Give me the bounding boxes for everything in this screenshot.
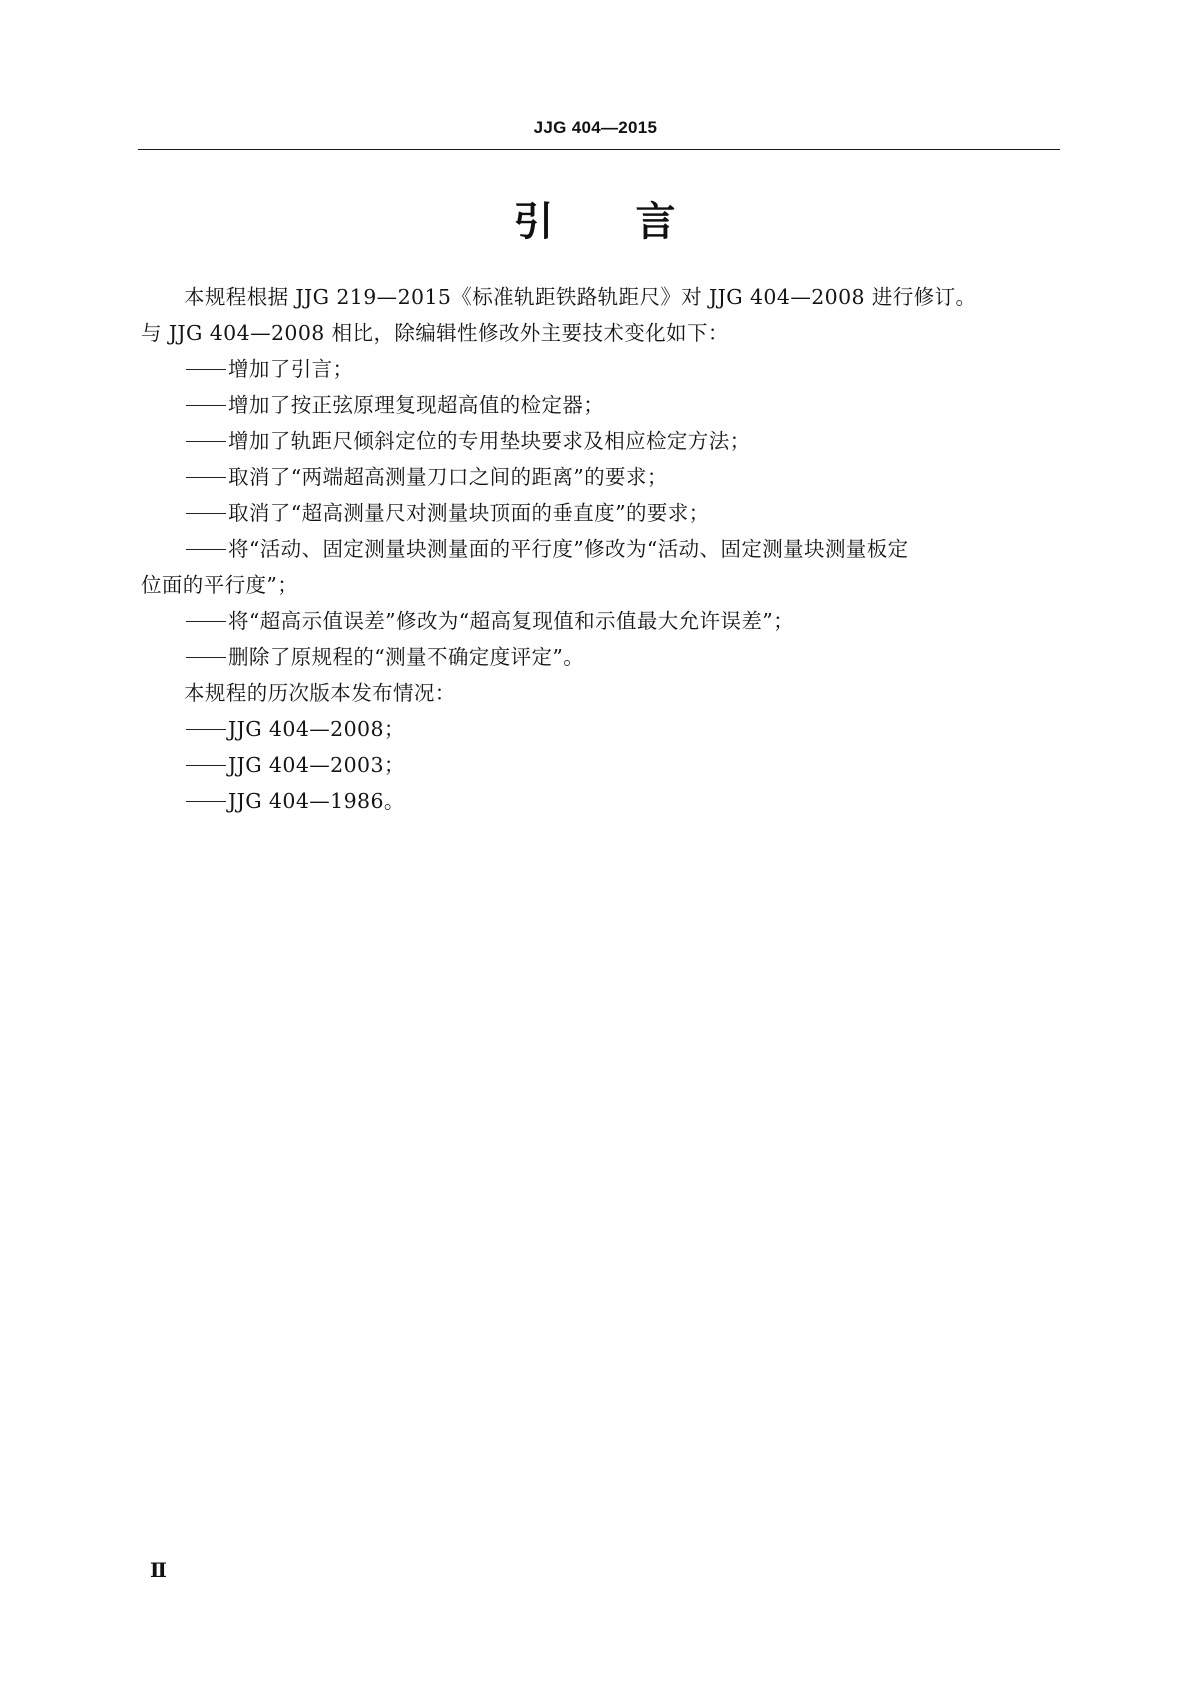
change-item [141,351,1059,387]
em-dash-rule [186,477,226,478]
em-dash-rule [186,621,226,622]
change-item [141,639,1059,675]
change-item [141,603,1059,639]
page-number: Ⅱ [150,1558,167,1582]
history-item [141,747,1059,783]
page-title [0,197,1191,247]
history-heading: 本规程的历次版本发布情况： [184,681,456,705]
change-item [141,531,1059,567]
header-rule [138,149,1060,150]
change-item-text: 增加了引言； [228,357,354,381]
change-item-text: 删除了原规程的“测量不确定度评定”。 [228,645,585,669]
em-dash-rule [186,441,226,442]
change-item [141,495,1059,531]
em-dash-rule [186,765,226,766]
page-title-char-2: 言 [635,199,678,245]
page-title-char-1: 引 [513,199,556,245]
history-item [141,783,1059,819]
change-item-text: 增加了轨距尺倾斜定位的专用垫块要求及相应检定方法； [228,429,751,453]
change-item-text: 取消了“超高测量尺对测量块顶面的垂直度”的要求； [228,501,710,525]
change-item [141,459,1059,495]
history-item [141,711,1059,747]
em-dash-rule [186,801,226,802]
em-dash-rule [186,729,226,730]
history-item-text: JJG 404—1986。 [228,789,405,813]
intro-line-1: 本规程根据 JJG 219—2015《标准轨距铁路轨距尺》对 JJG 404—2008 进行修订。 [184,285,977,309]
change-item-text: 将“活动、固定测量块测量面的平行度”修改为“活动、固定测量块测量板定 [228,537,909,561]
history-item-text: JJG 404—2003； [228,753,405,777]
change-item [141,423,1059,459]
body-text [141,279,1059,819]
intro-line-2: 与 JJG 404—2008 相比，除编辑性修改外主要技术变化如下： [141,321,729,345]
em-dash-rule [186,369,226,370]
change-item-text: 将“超高示值误差”修改为“超高复现值和示值最大允许误差”； [228,609,795,633]
em-dash-rule [186,513,226,514]
change-item-text: 增加了按正弦原理复现超高值的检定器； [228,393,605,417]
change-item [141,387,1059,423]
em-dash-rule [186,549,226,550]
running-header: JJG 404—2015 [533,118,658,137]
em-dash-rule [186,405,226,406]
history-item-text: JJG 404—2008； [228,717,405,741]
change-item-continuation: 位面的平行度”； [141,573,299,597]
change-item-text: 取消了“两端超高测量刀口之间的距离”的要求； [228,465,668,489]
em-dash-rule [186,657,226,658]
